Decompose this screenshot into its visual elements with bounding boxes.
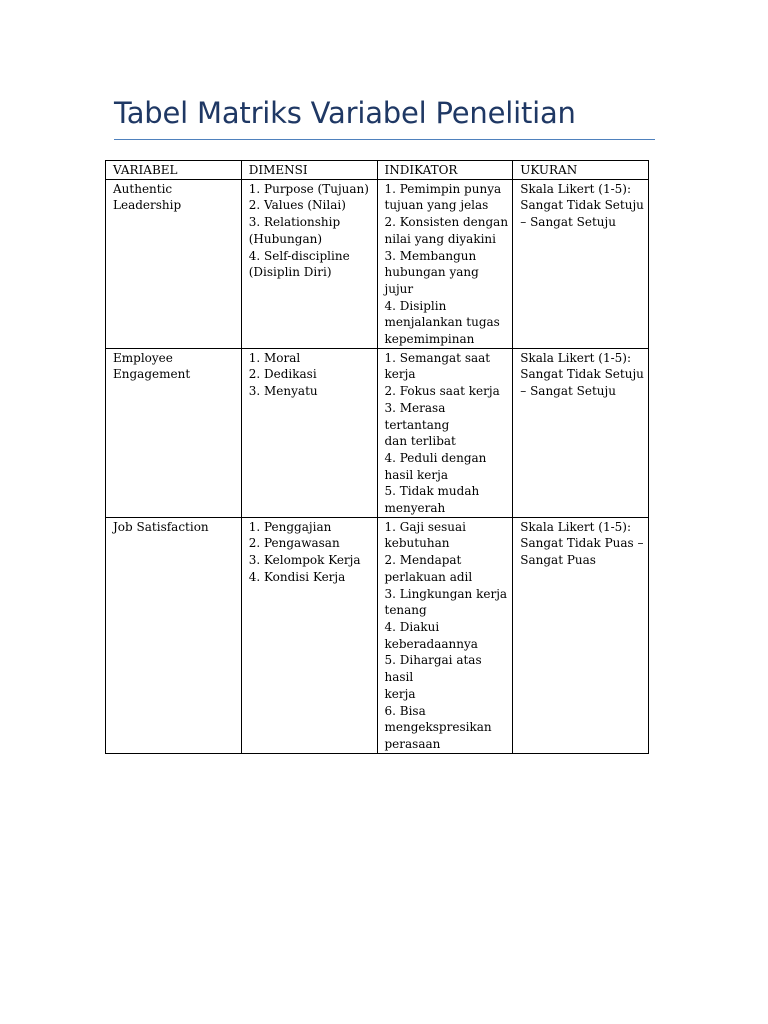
cell-text: (Disiplin Diri) <box>248 265 332 280</box>
dimensi-cell <box>241 517 377 753</box>
cell-text: 3. Membangun <box>384 248 477 263</box>
cell-text: 1. Purpose (Tujuan) <box>248 181 369 196</box>
variabel-cell <box>106 517 242 753</box>
cell-text: 1. Moral <box>248 350 301 365</box>
cell-text: menyerah <box>384 501 446 516</box>
page-title: Tabel Matriks Variabel Penelitian <box>114 96 576 130</box>
header-ukuran: UKURAN <box>513 161 649 180</box>
cell-text: (Hubungan) <box>248 231 323 246</box>
cell-text: 3. Merasa tertantang <box>384 400 450 432</box>
variabel-cell <box>106 348 242 517</box>
indikator-cell <box>377 179 513 348</box>
cell-text: 3. Relationship <box>248 215 341 230</box>
cell-text: 5. Tidak mudah <box>384 484 480 499</box>
header-variabel: VARIABEL <box>106 161 242 180</box>
cell-text: Authentic <box>113 181 173 196</box>
ukuran-cell <box>513 517 649 753</box>
cell-text: Skala Likert (1-5): <box>520 350 631 365</box>
variabel-cell <box>106 179 242 348</box>
cell-text: Sangat Tidak Puas – <box>520 536 644 551</box>
cell-text: hubungan yang jujur <box>384 265 479 296</box>
cell-text: Sangat Tidak Setuju <box>520 367 644 382</box>
cell-text: 4. Diakui <box>384 619 440 634</box>
cell-text: perasaan <box>384 736 441 751</box>
cell-text: dan terlibat <box>384 434 456 449</box>
ukuran-cell <box>513 179 649 348</box>
cell-text: 1. Penggajian <box>248 519 332 534</box>
cell-text: Engagement <box>113 367 191 382</box>
cell-text: Job Satisfaction <box>113 519 209 534</box>
cell-text: Skala Likert (1-5): <box>520 519 631 534</box>
cell-text: keberadaannya <box>384 636 478 651</box>
cell-text: 2. Dedikasi <box>248 367 317 382</box>
cell-text: 4. Peduli dengan <box>384 450 487 465</box>
cell-text: Leadership <box>113 198 182 213</box>
cell-text: Employee <box>113 350 173 365</box>
cell-text: 3. Kelompok Kerja <box>248 553 361 568</box>
cell-text: 3. Menyatu <box>248 384 318 399</box>
cell-text: kerja <box>384 367 416 382</box>
cell-text: – Sangat Setuju <box>520 384 616 399</box>
cell-text: menjalankan tugas <box>384 315 500 330</box>
cell-text: nilai yang diyakini <box>384 231 496 246</box>
cell-text: 4. Kondisi Kerja <box>248 569 346 584</box>
cell-text: tujuan yang jelas <box>384 198 489 213</box>
cell-text: 3. Lingkungan kerja <box>384 586 508 601</box>
cell-text: tenang <box>384 603 427 618</box>
indikator-cell <box>377 517 513 753</box>
dimensi-cell <box>241 179 377 348</box>
cell-text: Skala Likert (1-5): <box>520 181 631 196</box>
table-row <box>106 348 649 517</box>
cell-text: kepemimpinan <box>384 332 475 347</box>
cell-text: 4. Self-discipline <box>248 248 350 263</box>
cell-text: 2. Fokus saat kerja <box>384 384 500 399</box>
dimensi-cell <box>241 348 377 517</box>
header-dimensi: DIMENSI <box>241 161 377 180</box>
cell-text: 2. Konsisten dengan <box>384 215 509 230</box>
table-row <box>106 517 649 753</box>
cell-text: Sangat Puas <box>520 553 596 568</box>
cell-text: 2. Mendapat <box>384 553 462 568</box>
cell-text: mengekspresikan <box>384 720 492 735</box>
indikator-cell <box>377 348 513 517</box>
cell-text: 5. Dihargai atas hasil <box>384 653 482 685</box>
table-header-row <box>106 161 649 180</box>
header-indikator: INDIKATOR <box>377 161 513 180</box>
cell-text: Sangat Tidak Setuju <box>520 198 644 213</box>
cell-text: perlakuan adil <box>384 569 473 584</box>
ukuran-cell <box>513 348 649 517</box>
cell-text: 1. Gaji sesuai <box>384 519 467 534</box>
variable-matrix-table <box>105 160 649 754</box>
title-underline <box>114 139 655 140</box>
cell-text: 1. Semangat saat <box>384 350 491 365</box>
cell-text: 4. Disiplin <box>384 298 447 313</box>
cell-text: 6. Bisa <box>384 703 426 718</box>
table-row <box>106 179 649 348</box>
cell-text: – Sangat Setuju <box>520 215 616 230</box>
cell-text: kebutuhan <box>384 536 450 551</box>
cell-text: 2. Values (Nilai) <box>248 198 346 213</box>
cell-text: kerja <box>384 686 416 701</box>
cell-text: hasil kerja <box>384 467 449 482</box>
cell-text: 2. Pengawasan <box>248 536 340 551</box>
cell-text: 1. Pemimpin punya <box>384 181 502 196</box>
